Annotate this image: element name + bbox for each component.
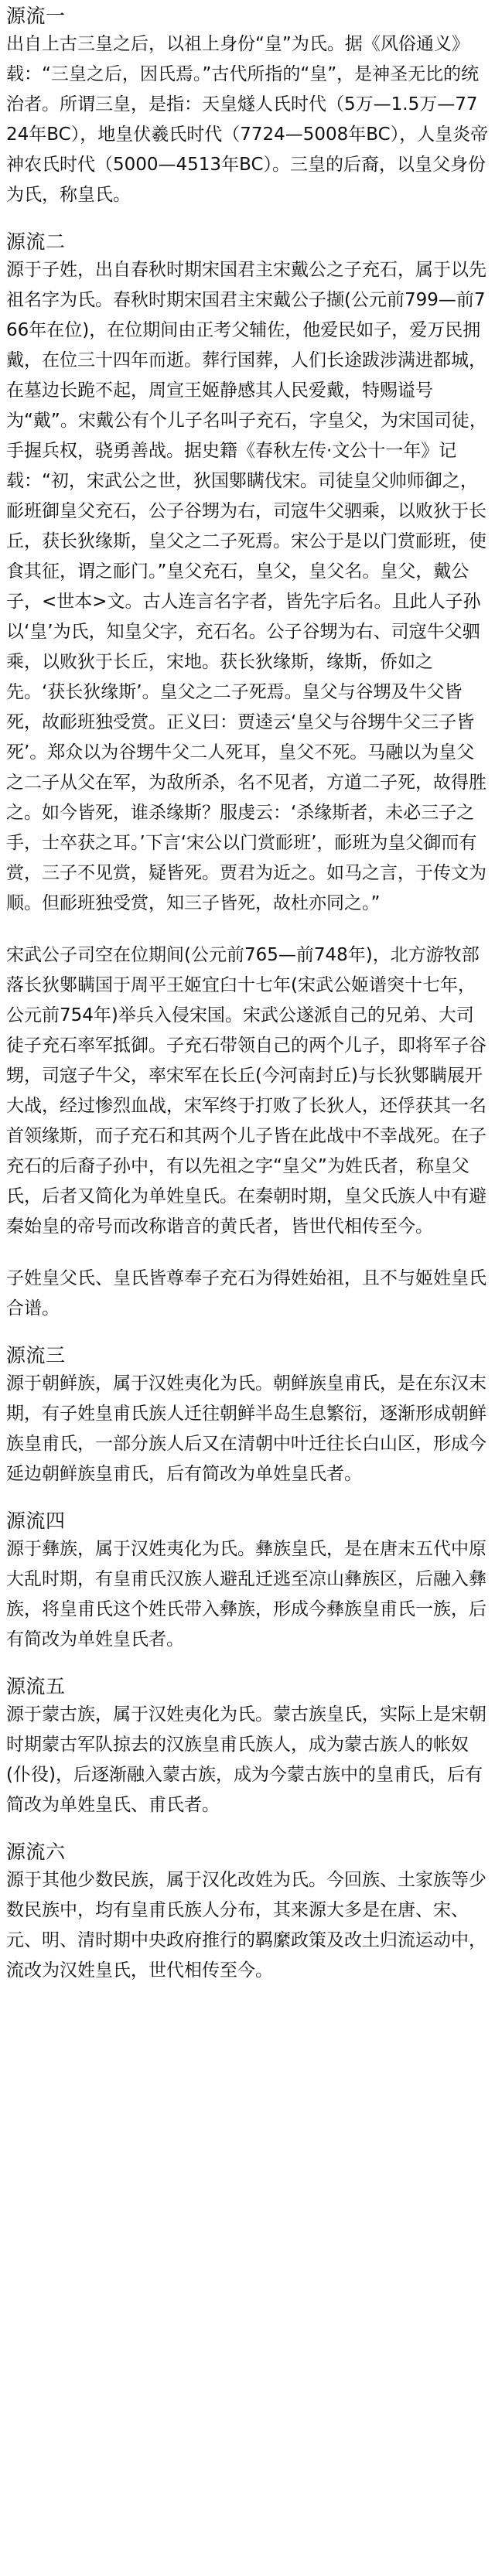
origin-section-2 [6,230,489,1324]
origin-section-3 [6,1344,489,1489]
section-title: 源流二 [6,230,66,253]
section-title: 源流六 [6,1841,66,1863]
section-title: 源流五 [6,1675,66,1697]
section-paragraph: 宋武公子司空在位期间(公元前765—前748年)，北方游牧部落长狄鄋瞒国于周平王姬宜臼十七年(宋武公姬谱突十七年，公元前754年)举兵入侵宋国。宋武公遂派自己的兄弟、大司徒子充石率军抵御。子充石带领自己的两个儿子，即将军子谷甥，司寇子牛父，率宋军在长丘(今河南封丘)与长狄鄋瞒展开大战，经过惨烈血战，宋军终于打败了长狄人，还俘获其一名首领缘斯，而子充石和其两个儿子皆在此战中不幸战死。在子充石的后裔子孙中，有以先祖之字“皇父”为姓氏者，称皇父氏，后者又简化为单姓皇氏。在秦朝时期，皇父氏族人中有避秦始皇的帝号而改称谐音的黄氏者，皆世代相传至今。 [6,945,486,1237]
section-paragraph: 源于子姓，出自春秋时期宋国君主宋戴公之子充石，属于以先祖名字为氏。春秋时期宋国君主宋戴公子撷(公元前799—前766年在位)，在位期间由正考父辅佐，他爱民如子，爱万民拥戴，在位三十四年而逝。葬行国葬，人们长途跋涉满进都城，在墓边长跪不起，周宣王姬静感其人民爱戴，特赐谥号为“戴”。宋戴公有个儿子名叫子充石，字皇父，为宋国司徒，手握兵权，骁勇善战。据史籍《春秋左传·文公十一年》记载：“初，宋武公之世，狄国鄋瞒伐宋。司徒皇父帅师御之，耏班御皇父充石，公子谷甥为右，司寇牛父驷乘，以败狄于长丘，获长狄缘斯，皇父之二子死焉。宋公于是以门赏耏班，使食其征，谓之耏门。”皇父充石，皇父，皇父名。皇父，戴公子，<世本>文。古人连言名字者，皆先字后名。且此人子孙以‘皇’为氏，知皇父字，充石名。公子谷甥为右、司寇牛父驷乘，以败狄于长丘，宋地。获长狄缘斯，缘斯，侨如之先。‘获长狄缘斯’。皇父之二子死焉。皇父与谷甥及牛父皆死，故耏班独受赏。正义曰：贾逵云‘皇父与谷甥牛父三子皆死’。郑众以为谷甥牛父二人死耳，皇父不死。马融以为皇父之二子从父在军，为敌所杀，名不见者，方道二子死，故得胜之。如今皆死，谁杀缘斯？服虔云：‘杀缘斯者，未必三子之手，士卒获之耳。’下言‘宋公以门赏耏班’，耏班为皇父御而有赏，三子不见赏，疑皆死。贾君为近之。如马之言，于传文为顺。但耏班独受赏，知三子皆死，故杜亦同之。” [6,260,487,913]
section-paragraph: 子姓皇父氏、皇氏皆尊奉子充石为得姓始祖，且不与姬姓皇氏合谱。 [6,1268,486,1319]
section-paragraph: 源于蒙古族，属于汉姓夷化为氏。蒙古族皇氏，实际上是宋朝时期蒙古军队掠去的汉族皇甫氏族人，成为蒙古族人的帐奴(仆役)，后逐渐融入蒙古族，成为今蒙古族中的皇甫氏，后有简改为单姓皇氏、甫氏者。 [6,1704,486,1815]
origin-section-1 [6,5,489,210]
origin-section-5 [6,1675,489,1820]
section-title: 源流一 [6,5,66,27]
section-paragraph: 源于朝鲜族，属于汉姓夷化为氏。朝鲜族皇甫氏，是在东汉末期，有子姓皇甫氏族人迁往朝鲜半岛生息繁衍，逐渐形成朝鲜族皇甫氏，一部分族人后又在清朝中叶迁往长白山区，形成今延边朝鲜族皇甫氏，后有简改为单姓皇氏者。 [6,1373,486,1484]
section-paragraph: 源于其他少数民族，属于汉化改姓为氏。今回族、土家族等少数民族中，均有皇甫氏族人分布，其来源大多是在唐、宋、元、明、清时期中央政府推行的羁縻政策及改土归流运动中，流改为汉姓皇氏，世代相传至今。 [6,1870,486,1981]
section-title: 源流四 [6,1510,66,1532]
origin-section-4 [6,1510,489,1655]
origin-section-6 [6,1841,489,1986]
section-paragraph: 出自上古三皇之后，以祖上身份“皇”为氏。据《风俗通义》载：“三皇之后，因氏焉。”古代所指的“皇”，是神圣无比的统治者。所谓三皇，是指：天皇燧人氏时代（5万—1.5万—7724年BC），地皇伏羲氏时代（7724—5008年BC），人皇炎帝神农氏时代（5000—4513年BC）。三皇的后裔，以皇父身份为氏，称皇氏。 [6,34,489,205]
section-title: 源流三 [6,1344,66,1366]
section-paragraph: 源于彝族，属于汉姓夷化为氏。彝族皇氏，是在唐末五代中原大乱时期，有皇甫氏汉族人避乱迁逃至凉山彝族区，后融入彝族，将皇甫氏这个姓氏带入彝族，形成今彝族皇甫氏一族，后有简改为单姓皇氏者。 [6,1539,486,1650]
